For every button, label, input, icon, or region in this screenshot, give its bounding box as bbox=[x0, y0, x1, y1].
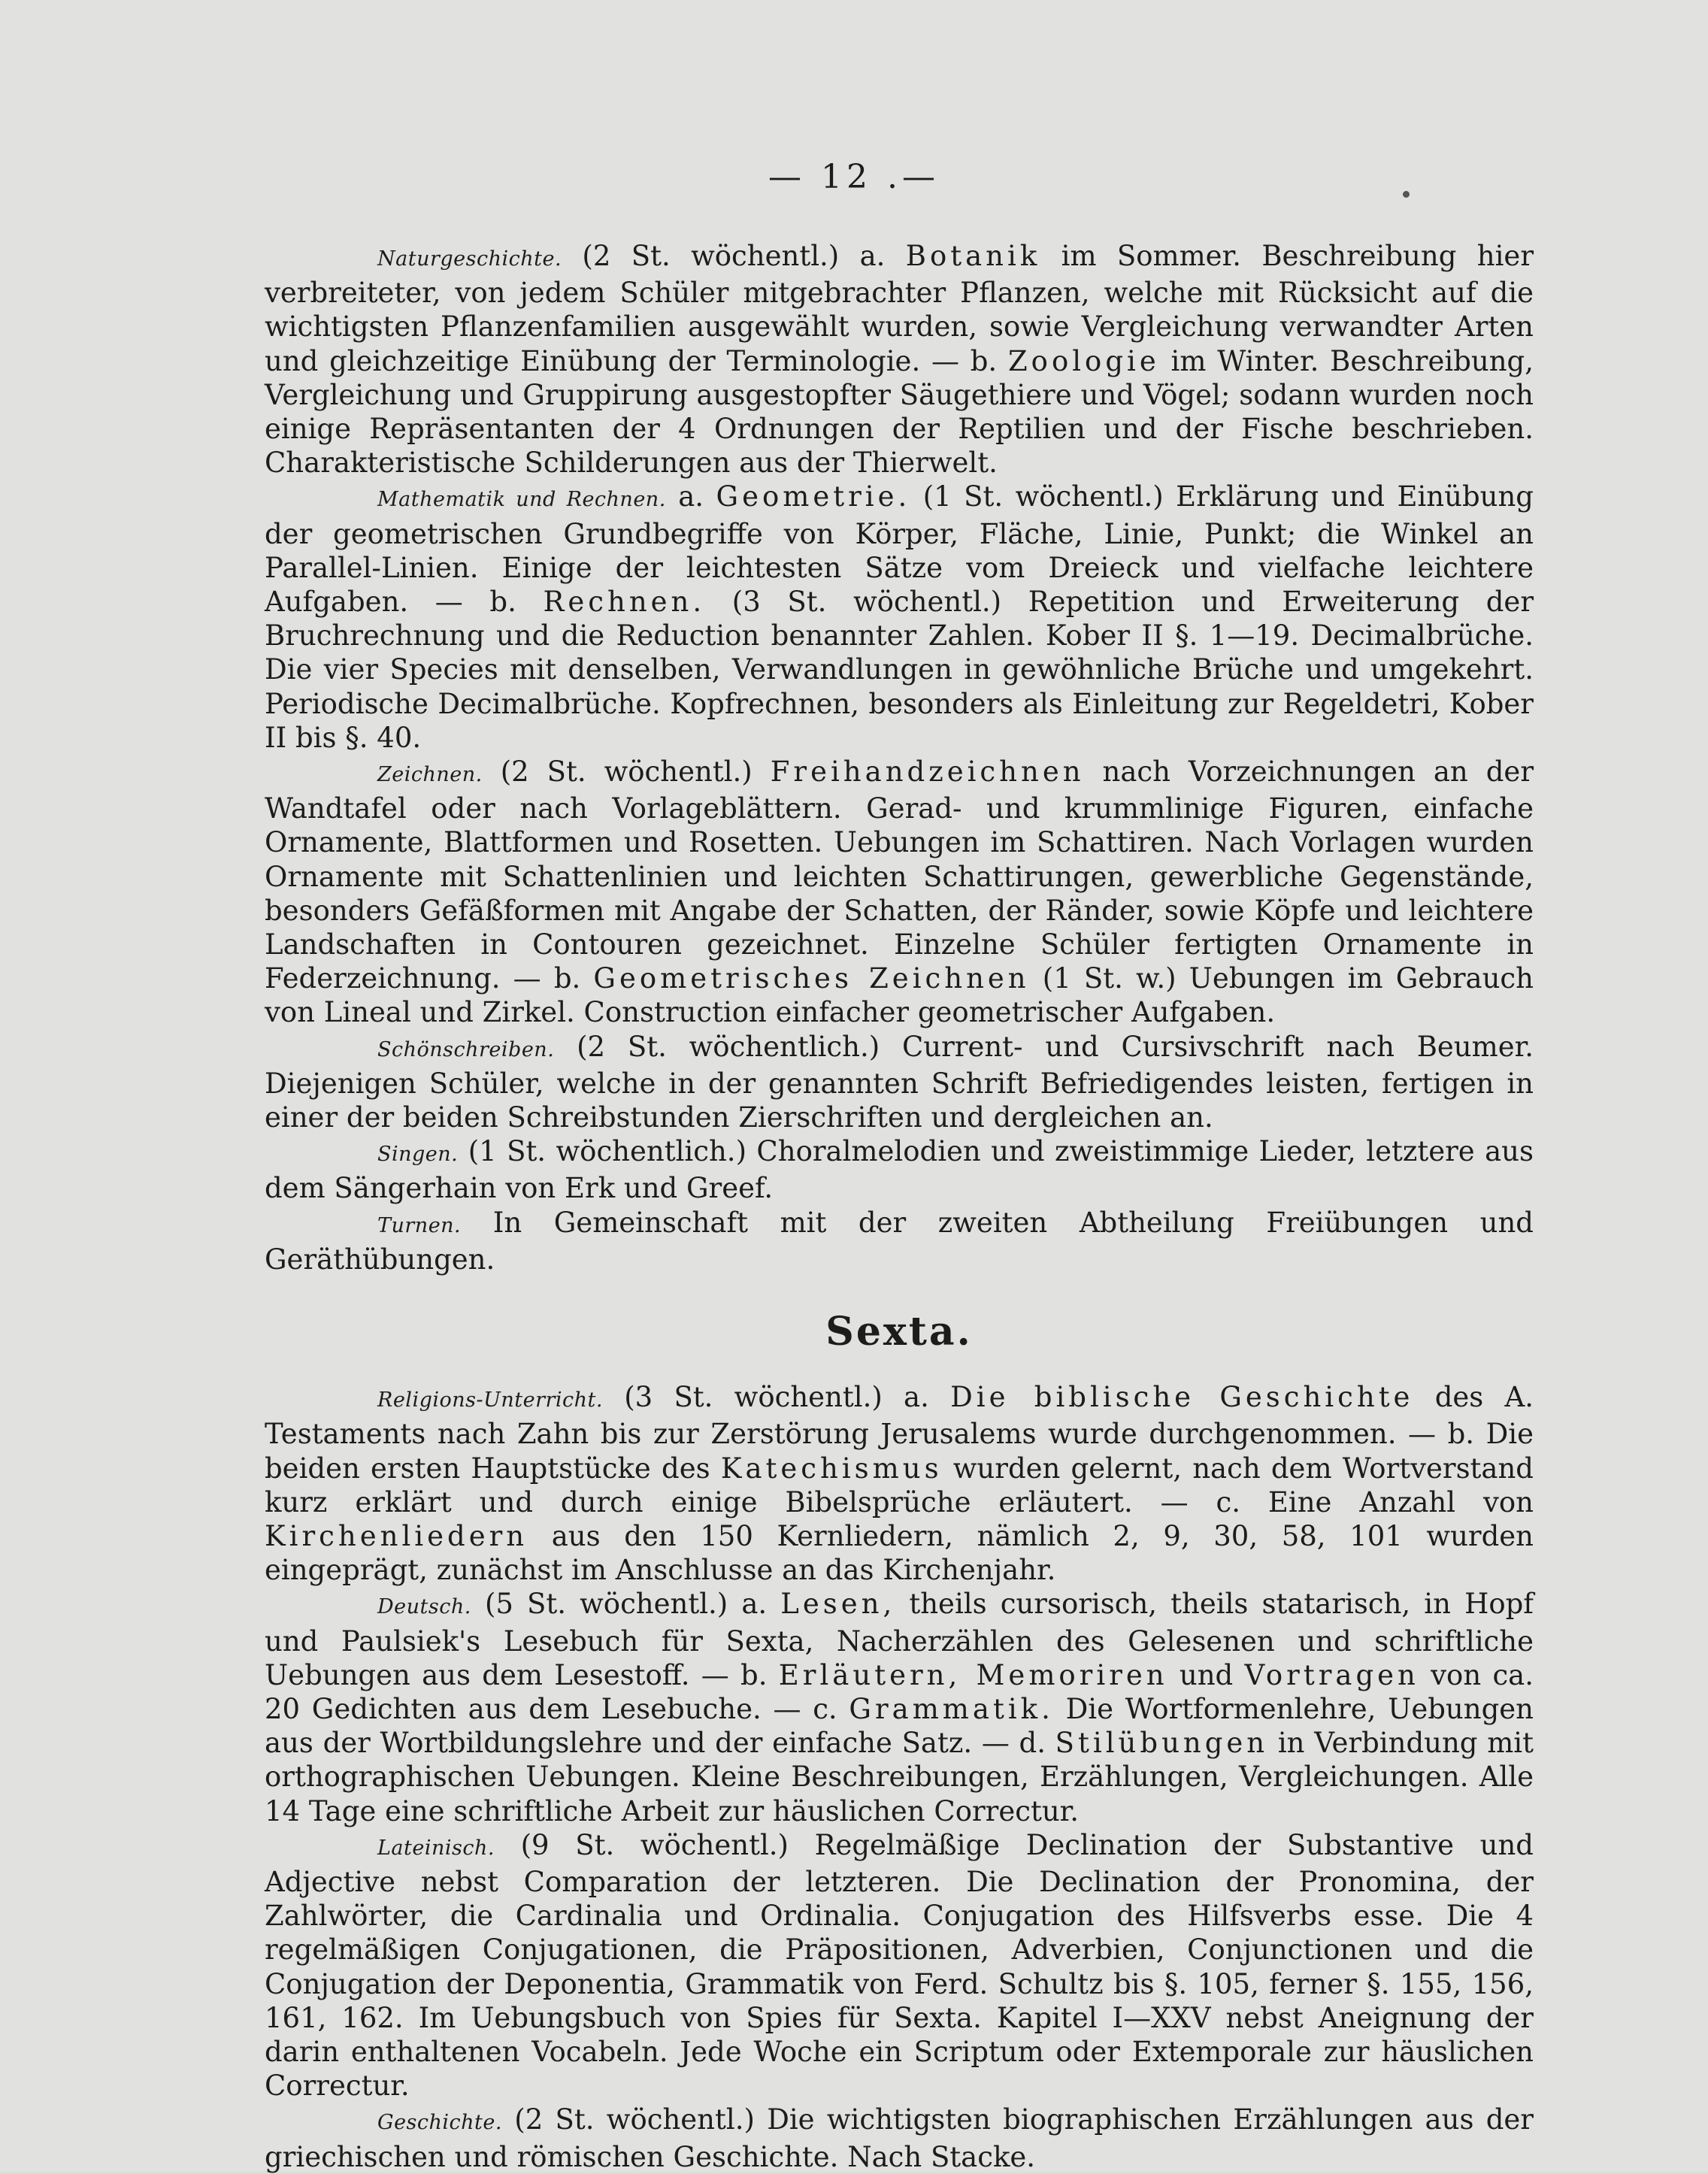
paragraphs-after-heading bbox=[265, 1380, 1534, 2174]
subject-label: Religions-Unterricht. bbox=[377, 1388, 603, 1412]
spaced-term: Die biblische Geschichte bbox=[950, 1381, 1414, 1414]
paragraphs-before-heading bbox=[265, 239, 1534, 1276]
paragraph-text: (2 St. wöchentl.) bbox=[482, 755, 771, 789]
paragraph bbox=[265, 1206, 1534, 1276]
paragraph bbox=[265, 1587, 1534, 1827]
subject-label: Mathematik und Rechnen. bbox=[377, 488, 666, 512]
subject-label: Schönschreiben. bbox=[377, 1037, 555, 1061]
spaced-term: Lesen, bbox=[780, 1588, 896, 1621]
subject-label: Turnen. bbox=[377, 1213, 462, 1237]
ink-speck bbox=[1403, 191, 1410, 198]
spaced-term: Geometrisches Zeichnen bbox=[593, 962, 1030, 995]
paragraph bbox=[265, 1380, 1534, 1587]
paragraph bbox=[265, 2103, 1534, 2173]
paragraph-text: wurden gelernt, nach dem Wortverstand kurz erklärt und durch einige Bibelsprüche erläutert. — c. Eine Anzahl von bbox=[265, 1452, 1534, 1518]
paragraph-text: theils cursorisch, theils statarisch, in Hopf und Paulsiek's Lesebuch für Sexta, Nacherzählen des Gelesenen und schriftliche Uebungen aus dem Lesestoff. — b. bbox=[265, 1588, 1534, 1691]
spaced-term: Vortragen bbox=[1244, 1658, 1419, 1691]
paragraph bbox=[265, 1828, 1534, 2103]
paragraph-text: In Gemeinschaft mit der zweiten Abtheilung Freiübungen und Geräthübungen. bbox=[265, 1206, 1534, 1276]
paragraph-text: (5 St. wöchentl.) a. bbox=[471, 1588, 781, 1621]
paragraph-text: (2 St. wöchentl.) Die wichtigsten biographischen Erzählungen aus der griechischen und römischen Geschichte. Nach Stacke. bbox=[265, 2103, 1534, 2173]
subject-label: Zeichnen. bbox=[377, 763, 483, 787]
spaced-term: Freihandzeichnen bbox=[770, 755, 1085, 789]
spaced-term: Katechismus bbox=[720, 1452, 943, 1485]
paragraph bbox=[265, 755, 1534, 1030]
paragraph-text: nach Vorzeichnungen an der Wandtafel oder nach Vorlageblättern. Gerad- und krummlinige Figuren, einfache Ornamente, Blattformen und Rosetten. Uebungen im Schattiren. Nach Vorlagen wurden Ornamente mit Schattenlinien und leichten Schattirungen, gewerbliche Gegenstände, besonders Gefäßformen mit Angabe der Schatten, der Ränder, sowie Köpfe und leichtere Landschaften in Contouren gezeichnet. Einzelne Schüler fertigten Ornamente in Federzeichnung. — b. bbox=[265, 755, 1534, 995]
paragraph bbox=[265, 1030, 1534, 1135]
paragraph-text: und bbox=[1167, 1658, 1245, 1691]
spaced-term: Grammatik. bbox=[849, 1692, 1054, 1725]
spaced-term: Erläutern, Memoriren bbox=[778, 1658, 1168, 1691]
paragraph-text: (3 St. wöchentl.) Repetition und Erweiterung der Bruchrechnung und die Reduction benannter Zahlen. Kober II §. 1—19. Decimalbrüche. Die vier Species mit denselben, Verwandlungen in gewöhnliche Brüche und umgekehrt. Periodische Decimalbrüche. Kopfrechnen, besonders als Einleitung zur Regeldetri, Kober II bis §. 40. bbox=[265, 586, 1534, 754]
page-body bbox=[265, 239, 1534, 2174]
paragraph-text: im Sommer. Beschreibung hier verbreiteter, von jedem Schüler mitgebrachter Pflanzen, welche mit Rücksicht auf die wichtigsten Pflanzenfamilien ausgewählt wurden, sowie Vergleichung verwandter Arten und gleichzeitige Einübung der Terminologie. — b. bbox=[265, 240, 1534, 377]
paragraph-text: (3 St. wöchentl.) a. bbox=[603, 1381, 951, 1414]
spaced-term: Botanik bbox=[905, 240, 1041, 272]
subject-label: Singen. bbox=[377, 1143, 459, 1167]
paragraph-text: (2 St. wöchentlich.) Current- und Cursivschrift nach Beumer. Diejenigen Schüler, welche in der genannten Schrift Befriedigendes leisten, fertigen in einer der beiden Schreibstunden Zierschriften und dergleichen an. bbox=[265, 1030, 1534, 1134]
paragraph bbox=[265, 1134, 1534, 1205]
paragraph-text: im Winter. Beschreibung, Vergleichung und Gruppirung ausgestopfter Säugethiere und Vögel; sodann wurden noch einige Repräsentanten der 4 Ordnungen der Reptilien und der Fische beschrieben. Charakteristische Schilderungen aus der Thierwelt. bbox=[265, 344, 1534, 480]
paragraph-text: Die Wortformenlehre, Uebungen aus der Wortbildungslehre und der einfache Satz. — d. bbox=[265, 1692, 1534, 1760]
spaced-term: Stilübungen bbox=[1055, 1727, 1269, 1760]
subject-label: Lateinisch. bbox=[377, 1836, 495, 1860]
subject-label: Naturgeschichte. bbox=[377, 247, 562, 271]
paragraph-text: aus den 150 Kernliedern, nämlich 2, 9, 30, 58, 101 wurden eingeprägt, zunächst im Anschlusse an das Kirchenjahr. bbox=[265, 1519, 1534, 1587]
paragraph bbox=[265, 480, 1534, 755]
paragraph-text: (1 St. wöchentlich.) Choralmelodien und zweistimmige Lieder, letztere aus dem Sängerhain von Erk und Greef. bbox=[265, 1135, 1534, 1205]
page-number: — 12 .— bbox=[768, 158, 940, 196]
paragraph-text: (9 St. wöchentl.) Regelmäßige Declination der Substantive und Adjective nebst Comparation der letzteren. Die Declination der Pronomina, der Zahlwörter, die Cardinalia und Ordinalia. Conjugation des Hilfsverbs esse. Die 4 regelmäßigen Conjugationen, die Präpositionen, Adverbien, Conjunctionen und die Conjugation der Deponentia, Grammatik von Ferd. Schultz bis §. 105, ferner §. 155, 156, 161, 162. Im Uebungsbuch von Spies für Sexta. Kapitel I—XXV nebst Aneignung der darin enthaltenen Vocabeln. Jede Woche ein Scriptum oder Extemporale zur häuslichen Correctur. bbox=[265, 1828, 1534, 2103]
paragraph-text: (1 St. w.) Uebungen im Gebrauch von Lineal und Zirkel. Construction einfacher geometrischer Aufgaben. bbox=[265, 962, 1534, 1029]
spaced-term: Kirchenliedern bbox=[265, 1519, 528, 1552]
subject-label: Geschichte. bbox=[377, 2111, 502, 2135]
paragraph-text: (2 St. wöchentl.) a. bbox=[562, 240, 906, 272]
paragraph-text: von ca. 20 Gedichten aus dem Lesebuche. — c. bbox=[265, 1658, 1534, 1725]
spaced-term: Rechnen. bbox=[543, 586, 706, 619]
paragraph-text: (1 St. wöchentl.) Erklärung und Einübung der geometrischen Grundbegriffe von Körper, Fläche, Linie, Punkt; die Winkel an Parallel-Linien. Einige der leichtesten Sätze vom Dreieck und vielfache leichtere Aufgaben. — b. bbox=[265, 480, 1534, 619]
spaced-term: Geometrie. bbox=[716, 480, 911, 513]
paragraph-text: a. bbox=[665, 480, 716, 513]
paragraph-text: des A. Testaments nach Zahn bis zur Zerstörung Jerusalems wurde durchgenommen. — b. Die beiden ersten Hauptstücke des bbox=[265, 1381, 1534, 1485]
paragraph-text: in Verbindung mit orthographischen Uebungen. Kleine Beschreibungen, Erzählungen, Vergleichungen. Alle 14 Tage eine schriftliche Arbeit zur häuslichen Correctur. bbox=[265, 1727, 1534, 1827]
paragraph bbox=[265, 239, 1534, 480]
subject-label: Deutsch. bbox=[377, 1595, 471, 1619]
section-heading: Sexta. bbox=[825, 1309, 973, 1355]
spaced-term: Zoologie bbox=[1007, 344, 1160, 377]
